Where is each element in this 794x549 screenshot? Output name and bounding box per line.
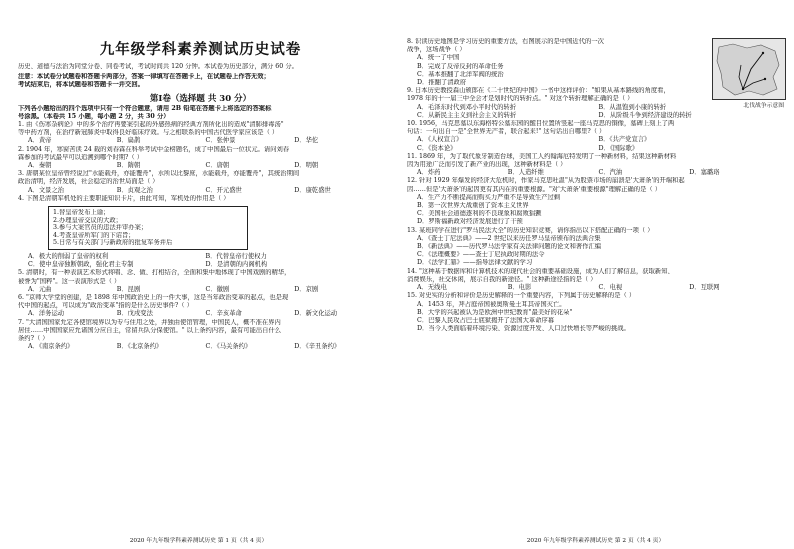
card-line: 3.参与大案官员的违法并审办案； — [53, 224, 148, 232]
question-14 — [407, 268, 780, 293]
instruction-line-2: 号涂黑。（本卷共 15 小题，每小题 2 分，共 30 分） — [18, 112, 170, 120]
option-c: C．《法理概要》——查士丁尼执政时期的法令 — [417, 251, 545, 259]
option-b: B．电影 — [507, 284, 532, 292]
option-d: D．《法学汇纂》——指导法律文献的学习 — [417, 259, 533, 267]
option-a: A．毛泽东时代到邓小平时代的转折 — [417, 103, 517, 111]
question-text: 8. 识读历史地图是学习历史的重要方法，右图展示的是中国近代的一次 — [407, 38, 604, 45]
answer-options — [18, 261, 383, 269]
question-text: 居住……中国国家应允诸国分应自主，常留兵队分保使馆。" 以上条约内容，最有可能出自什么 — [18, 326, 282, 334]
question-text: 政治清明，经济发展，社会稳定的治世局面是（ ） — [18, 178, 159, 186]
option-d: D．明朝 — [294, 162, 319, 170]
question-text: 因为用途广泛而引发了新产业的出现，这种新材料是（ ） — [407, 161, 567, 169]
notice-line-1: 注意：本试卷分试题卷和答题卡两部分，答案一律填写在答题卡上，在试题卷上作答无效； — [18, 73, 270, 81]
question-text: 10. 1956，马克思墓以东海格特公墓东园的醒目位置所竖起一座马克思的铜像，墓碑上刻上了两 — [407, 120, 675, 128]
question-text: 句话：一句出自一是"全世界无产者，联合起来!" 这句话出自哪里?（ ） — [407, 128, 606, 136]
card-line: 5.日常与有关部门与新政府的批复军务并后 — [53, 239, 173, 247]
notice-line-2: 考试结束后，将本试题卷和答题卡一并交回。 — [18, 81, 144, 89]
option-c: C．从新民主主义到社会主义的转折 — [417, 111, 517, 119]
question-text: 代中国的起点，可以成为"政治变革"指的是什么历史事件?（ ） — [18, 302, 193, 310]
question-text: 1. 由《伤寒杂病论》中的多个治疗再要案引起的外感热病的经典方剂所化出的造成"清肺排毒汤" — [18, 121, 284, 129]
exam-title: 九年级学科素养测试历史试卷 — [99, 41, 302, 58]
instruction-line-1: 下列各小题给出的四个选项中只有一个符合题意，请用 2B 铅笔在答题卡上将选定的答案标 — [18, 104, 272, 112]
answer-options — [407, 112, 780, 120]
question-3 — [18, 170, 383, 195]
question-text: 霖参加的考试最早可以追溯到哪个时期?（ ） — [18, 153, 144, 161]
option-b: B．贞观之治 — [116, 186, 153, 194]
question-2 — [18, 146, 383, 171]
answer-options — [18, 253, 383, 261]
question-text: 14. "这种基于数据库和计算机技术的现代社会的重要基础设施，成为人们了解信息，获取新知、 — [407, 267, 674, 275]
question-12 — [407, 177, 780, 226]
question-10 — [407, 120, 780, 153]
answer-options — [407, 169, 780, 177]
question-text: 7. "大清国国家允定各使馆境界以为专与住用之处，并独由使馆管理，中国民人，概不准在界内 — [18, 318, 281, 326]
option-c: C．基本推翻了北洋军阀的统治 — [417, 70, 504, 78]
northern-expedition-map-figure — [712, 38, 786, 100]
question-text: 13. 某班同学在进行"罗马民法大全"的历史知识竞赛，请你指出以下搭配正确的一项（ ） — [407, 226, 654, 234]
page-footer: 2020 年九年级学科素养测试历史 第 1 页（共 4 页） — [129, 538, 268, 544]
answer-options — [18, 343, 383, 351]
exam-intro: 历史、道德与法治为同堂分卷、同卷考试，考试时间共 120 分钟。本试卷为历史部分，满分 60 分。 — [18, 63, 298, 70]
option-a: A．黄帝 — [28, 137, 52, 145]
knowledge-card — [48, 206, 248, 250]
question-text: 9. 日本历史教授森山颁郎在《二十世纪的中国》一书中这样评价："如果从基本路线的角度看， — [407, 87, 670, 95]
option-a: A．1453 年，拜占庭帝国被奥斯曼土耳其帝国灭亡。 — [417, 300, 566, 308]
question-4 — [18, 195, 383, 270]
option-a: A．洋务运动 — [28, 310, 65, 318]
option-a: A．秦朝 — [28, 162, 52, 170]
option-a: A．《人权宣言》 — [417, 136, 463, 144]
question-text: 等中药方剂，在治疗新冠肺炎中取得良好临床疗效。与之相联系的中国古代医学家应该是（ ） — [18, 129, 279, 137]
option-c: C．辛亥革命 — [205, 310, 242, 318]
question-8 — [407, 38, 712, 87]
option-c: C．电视 — [598, 284, 623, 292]
exam-page-2 — [397, 0, 794, 549]
card-line: 2.办理皇帝交议的大政； — [53, 216, 122, 224]
option-d: D．推翻了清政府 — [417, 79, 467, 87]
answer-options — [407, 136, 780, 144]
option-b: B．戊戌变法 — [116, 310, 153, 318]
option-a: A．元曲 — [28, 285, 52, 293]
option-b: B．扁鹊 — [116, 137, 141, 145]
option-d: D．塞璐珞 — [689, 169, 720, 177]
question-text: 11. 1869 年，为了取代象牙制造台球，美国工人约翰海厄特发明了一种新材料，结果这种新材料 — [407, 152, 677, 160]
question-text: 12. 针对 1929 年爆发的经济大危机时，作家马克思吐温"从为股票市场的崩溃是'大萧条'的开端和起 — [407, 177, 685, 185]
option-d: D．《辛丑条约》 — [294, 343, 341, 351]
question-text: 战争，这场战争（ ） — [407, 46, 466, 54]
answer-options — [18, 162, 383, 170]
option-d: D．康乾盛世 — [294, 186, 331, 194]
option-a: A．《南京条约》 — [28, 343, 74, 351]
option-a: A．生产力不断提高而购买力严重不足导致生产过剩 — [417, 193, 561, 201]
option-b: B．从温饱到小康的转折 — [598, 103, 667, 111]
option-c: C．《资本论》 — [417, 144, 457, 152]
option-c: C．开元盛世 — [205, 186, 242, 194]
question-text: 1978 年的十一届三中全会才是划时代的转折点。" 对这个转折理解正确的是（ ） — [407, 95, 634, 103]
question-15 — [407, 292, 780, 333]
option-b: B．《新法典》——历代罗马法学家有关法律问题的论文和著作汇编 — [417, 243, 602, 251]
answer-options — [18, 187, 383, 195]
question-text: 2. 1904 年，寒窗苦读 24 载的刘春霖在科举考试中金榜题名，成了中国最后一位状元。请问刘春 — [18, 145, 290, 153]
section-heading: 第Ⅰ卷（选择题 共 30 分） — [149, 93, 252, 104]
option-b: B．大学的兴起被认为是欧洲中世纪教育"最美好的花朵" — [417, 308, 573, 316]
option-d: D．京剧 — [294, 285, 319, 293]
question-5 — [18, 269, 383, 294]
option-b: B．完成了反帝反封的革命任务 — [417, 62, 504, 70]
option-d: D．《国际歌》 — [598, 144, 639, 152]
option-b: B．人造纤维 — [507, 169, 544, 177]
option-a: A．统一了中国 — [417, 54, 460, 62]
option-a: A．文景之治 — [28, 186, 65, 194]
option-c: C．徽剧 — [205, 285, 230, 293]
option-d: D．互联网 — [689, 284, 720, 292]
option-d: D．华佗 — [294, 137, 319, 145]
question-text: 3. 唐朝某位皇帝曾经说过"水能载舟，亦能覆舟"，水所以比黎庶，水能载舟，亦能覆舟"，其统治期间 — [18, 170, 300, 178]
question-text: 6. "京师大学堂的创建，是 1898 年中国政治史上的一件大事，这是当年政治变革的起点，也是现 — [18, 294, 289, 302]
question-text: 消费娱乐，社交休闲，展示自我的新途径。" 这种新途径指的是（ ） — [407, 275, 597, 283]
answer-options — [18, 137, 383, 145]
question-text: 15. 对史实的分析和评价是历史解释的一个重要内容，下列属于历史解释的是（ ） — [407, 292, 636, 300]
option-a: A．炸药 — [417, 169, 441, 177]
option-d: D．是清朝的内阁机构 — [205, 261, 268, 269]
option-b: B．《共产党宣言》 — [598, 136, 651, 144]
option-b: B．昆剧 — [116, 285, 141, 293]
option-b: B．《北京条约》 — [116, 343, 163, 351]
option-d: D．新文化运动 — [294, 310, 338, 318]
option-d: D．当今人类面临着环境污染、资源过度开发、人口过快增长等严峻的挑战。 — [417, 325, 630, 333]
question-text: 因……但是'大萧条'的起因更有其内在的重要根源。"对'大萧条'重要根源"理解正确的是（ ） — [407, 185, 661, 193]
option-d: D．从阶级斗争到经济建设的转折 — [598, 111, 692, 119]
question-text: 4. 下图是清朝军机处的主要职能知识卡片，由此可知，军机处的作用是（ ） — [18, 194, 230, 202]
option-c: C．《马关条约》 — [205, 343, 252, 351]
option-c: C．张仲景 — [205, 137, 236, 145]
answer-options — [407, 104, 780, 112]
option-a: A．无线电 — [417, 284, 447, 292]
card-line: 4.考查皇帝所军门的下诏旨； — [53, 231, 135, 239]
option-c: C．汽油 — [598, 169, 623, 177]
map-caption: 北伐战争示意图 — [743, 103, 784, 109]
question-text: 条约?（ ） — [18, 335, 49, 343]
map-icon — [713, 39, 785, 99]
option-c: C．唐朝 — [205, 162, 230, 170]
question-text: 5. 清朝时，有一种表演艺术形式将唱、念、做、打相结合，全面和集中地体现了中国戏剧的精华， — [18, 269, 291, 277]
answer-options — [18, 286, 383, 294]
option-b: B．隋朝 — [116, 162, 141, 170]
option-d: D．罗斯福新政对经济发展进行了干预 — [417, 218, 523, 226]
option-c: C．巴黎人民攻占巴士底狱揭开了法国大革命序幕 — [417, 316, 555, 324]
question-13 — [407, 227, 780, 268]
answer-options — [18, 310, 383, 318]
answer-options — [407, 284, 780, 292]
option-c: C．美国社会道德逐利的不良现象和腐败猖獗 — [417, 210, 542, 218]
page-footer: 2020 年九年级学科素养测试历史 第 2 页（共 4 页） — [526, 538, 665, 544]
question-text: 被誉为"国粹"。这一表演形式是（ ） — [18, 277, 121, 285]
option-a: A．极大的削弱了皇帝的权利 — [28, 253, 109, 261]
option-a: A．《查士丁尼法典》——2 世纪以来历任罗马皇帝颁布的法典合集 — [417, 234, 601, 242]
question-6 — [18, 294, 383, 319]
option-b: B．第一次世界大战重创了资本主义世界 — [417, 202, 529, 210]
option-b: B．代替皇帝行使权力 — [205, 253, 267, 261]
question-11 — [407, 153, 780, 178]
question-7 — [18, 319, 383, 352]
answer-options — [407, 145, 780, 153]
card-line: 1.替皇帝发布上谕； — [53, 209, 110, 217]
question-1 — [18, 121, 383, 146]
option-c: C．使中皇帝独断朝政，强化君主专制 — [28, 261, 134, 269]
